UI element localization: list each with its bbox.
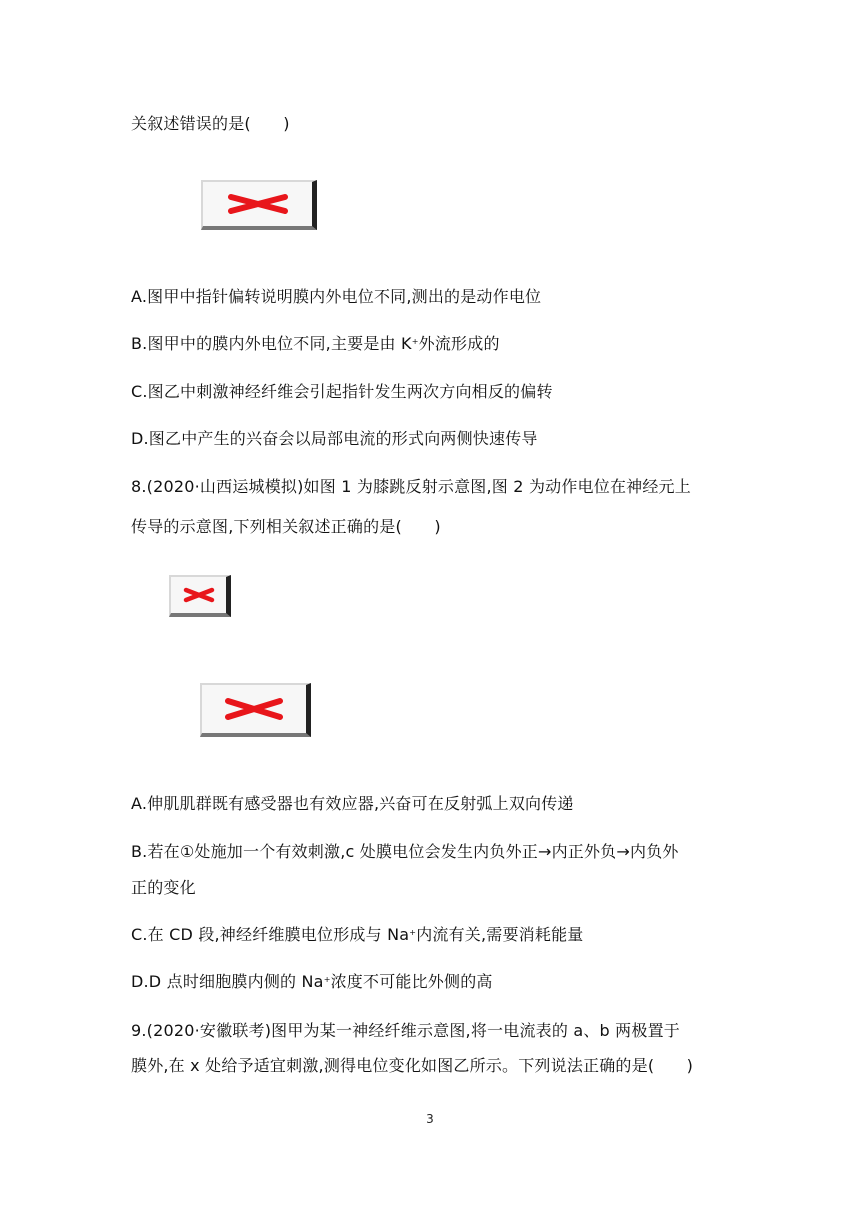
broken-image-icon bbox=[222, 697, 286, 721]
question-7-stem-end: 关叙述错误的是( ) bbox=[131, 114, 290, 133]
figure-placeholder-q7 bbox=[201, 180, 317, 230]
broken-image-icon bbox=[225, 193, 291, 215]
option-7a: A.图甲中指针偏转说明膜内外电位不同,测出的是动作电位 bbox=[131, 287, 542, 306]
option-8c bbox=[131, 924, 583, 946]
superscript-plus: + bbox=[411, 337, 419, 346]
option-8b-line-1: B.若在①处施加一个有效刺激,c 处膜电位会发生内负外正→内正外负→内负外 bbox=[131, 842, 679, 861]
option-8c-text: C.在 CD 段,神经纤维膜电位形成与 Na bbox=[131, 925, 410, 944]
question-9-line-1: 9.(2020·安徽联考)图甲为某一神经纤维示意图,将一电流表的 a、b 两极置于 bbox=[131, 1021, 680, 1040]
page-number: 3 bbox=[426, 1112, 434, 1126]
superscript-plus: + bbox=[409, 928, 417, 937]
question-8-line-2: 传导的示意图,下列相关叙述正确的是( ) bbox=[131, 517, 441, 536]
option-8d-text: D.D 点时细胞膜内侧的 Na bbox=[131, 972, 324, 991]
figure-placeholder-q8-fig1 bbox=[169, 575, 231, 617]
question-8-line-1: 8.(2020·山西运城模拟)如图 1 为膝跳反射示意图,图 2 为动作电位在神经元上 bbox=[131, 477, 691, 496]
option-8c-text-end: 内流有关,需要消耗能量 bbox=[416, 925, 584, 944]
broken-image-icon bbox=[182, 587, 216, 603]
option-7c: C.图乙中刺激神经纤维会引起指针发生两次方向相反的偏转 bbox=[131, 382, 553, 401]
option-7b-text-end: 外流形成的 bbox=[418, 334, 500, 353]
option-8d-text-end: 浓度不可能比外侧的高 bbox=[330, 972, 493, 991]
figure-placeholder-q8-fig2 bbox=[200, 683, 311, 737]
superscript-plus: + bbox=[323, 975, 331, 984]
option-7d: D.图乙中产生的兴奋会以局部电流的形式向两侧快速传导 bbox=[131, 429, 538, 448]
option-8d bbox=[131, 971, 493, 993]
option-7b bbox=[131, 333, 500, 355]
option-8b-line-2: 正的变化 bbox=[131, 878, 196, 897]
question-9-line-2: 膜外,在 x 处给予适宜刺激,测得电位变化如图乙所示。下列说法正确的是( ) bbox=[131, 1056, 694, 1075]
option-7b-text: B.图甲中的膜内外电位不同,主要是由 K bbox=[131, 334, 412, 353]
option-8a: A.伸肌肌群既有感受器也有效应器,兴奋可在反射弧上双向传递 bbox=[131, 794, 574, 813]
